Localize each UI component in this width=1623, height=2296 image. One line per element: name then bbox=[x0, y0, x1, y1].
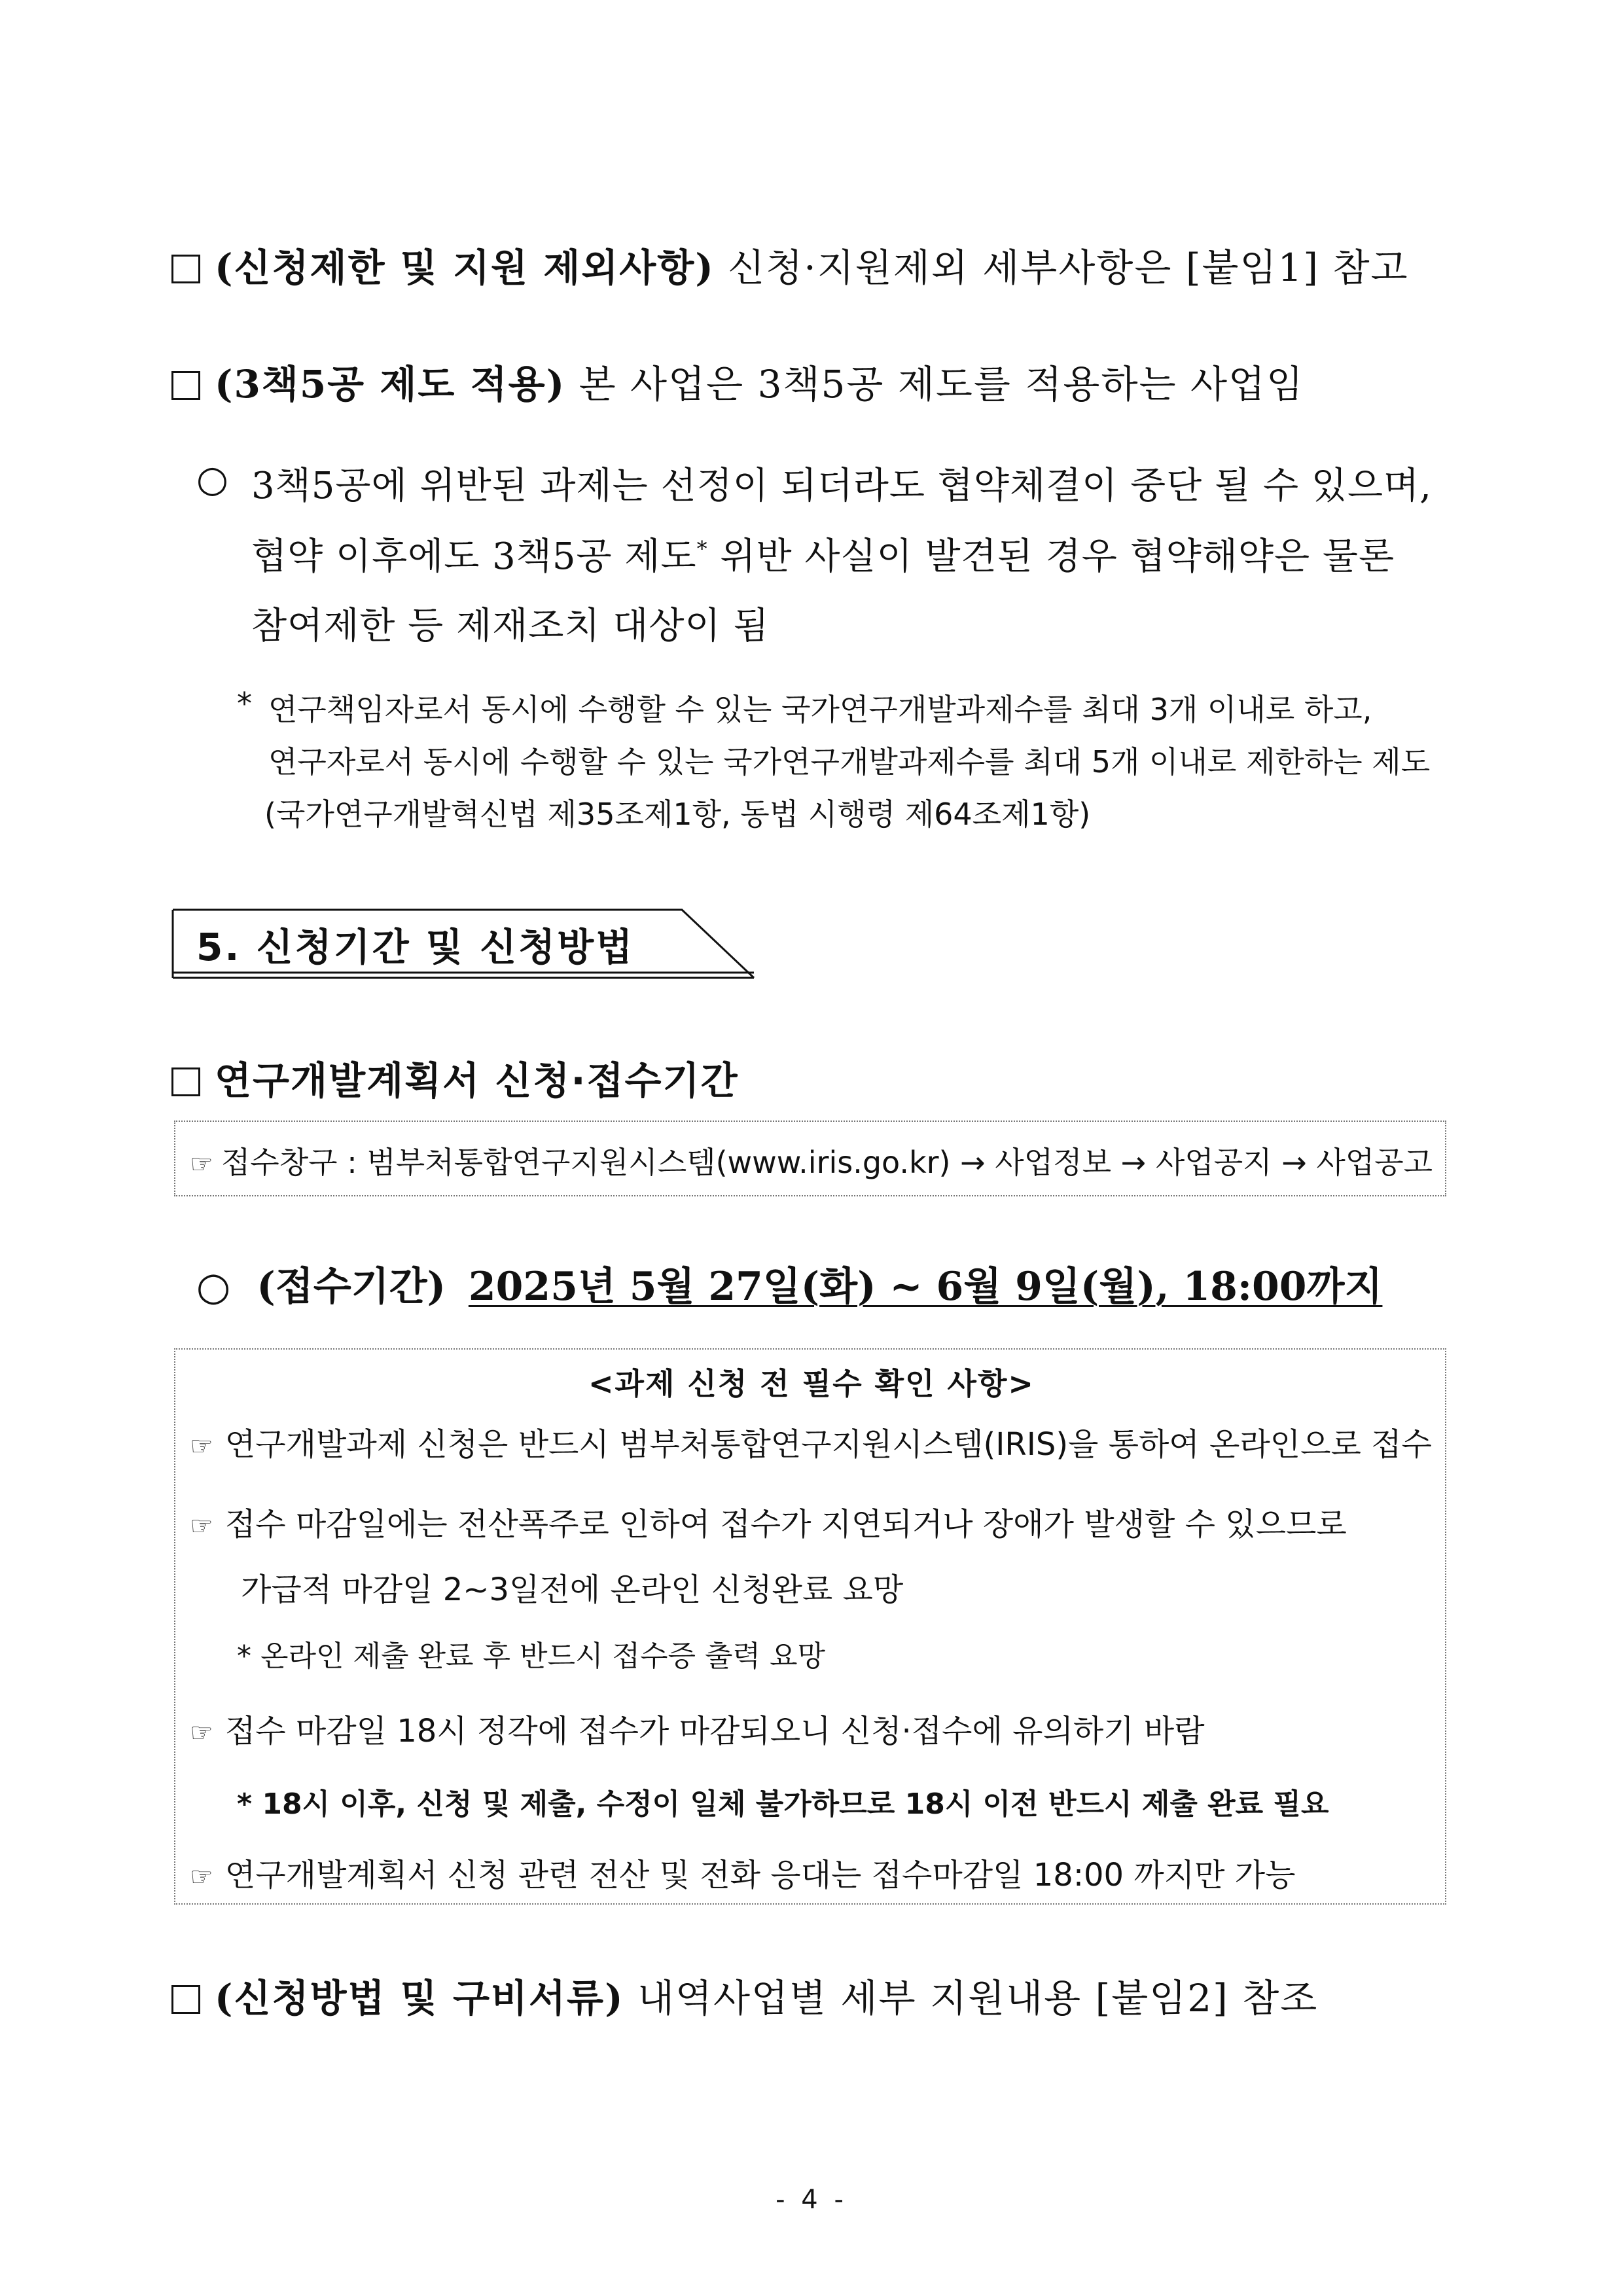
footnote-line1: 연구책임자로서 동시에 수행할 수 있는 국가연구개발과제수를 최대 3개 이내로 하고, bbox=[268, 692, 1372, 727]
period-label: (접수기간) bbox=[257, 1264, 446, 1310]
notice-item-2-text: 접수 마감일에는 전산폭주로 인하여 접수가 지연되거나 장애가 발생할 수 있으므로 bbox=[224, 1506, 1347, 1543]
portal-text: 접수창구 : 범부처통합연구지원시스템(www.iris.go.kr) → 사업정보 → 사업공지 → 사업공고 bbox=[221, 1145, 1433, 1180]
three-five-text: 본 사업은 3책5공 제도를 적용하는 사업임 bbox=[565, 362, 1305, 406]
period-bullet: ○ bbox=[196, 1264, 231, 1310]
footnote-line3: (국가연구개발혁신법 제35조제1항, 동법 시행령 제64조제1항) bbox=[264, 797, 1091, 832]
page-number: - 4 - bbox=[776, 2185, 847, 2215]
bullet-mark: ○ bbox=[196, 458, 229, 501]
notice-item-2-cont: 가급적 마감일 2~3일전에 온라인 신청완료 요망 bbox=[241, 1571, 904, 1608]
notice-item-2 bbox=[190, 1499, 1347, 1544]
exclusion-text: 신청·지원제외 세부사항은 [붙임1] 참고 bbox=[714, 245, 1409, 290]
method-text: 내역사업별 세부 지원내용 [붙임2] 참조 bbox=[624, 1976, 1319, 2020]
footnote-line2: 연구자로서 동시에 수행할 수 있는 국가연구개발과제수를 최대 5개 이내로 제한하는 제도 bbox=[268, 744, 1431, 780]
notice-item-4 bbox=[190, 1850, 1295, 1895]
checkbox-square-icon bbox=[171, 371, 200, 400]
three-five-para-line2b: 위반 사실이 발견된 경우 협약해약은 물론 bbox=[707, 535, 1395, 578]
three-five-bold: (3책5공 제도 적용) bbox=[215, 362, 566, 406]
pointing-hand-icon: ☞ bbox=[190, 1718, 213, 1748]
application-period-heading bbox=[171, 1050, 739, 1105]
notice-item-3-text: 접수 마감일 18시 정각에 접수가 마감되오니 신청·접수에 유의하기 바람 bbox=[224, 1713, 1205, 1749]
period-line bbox=[196, 1255, 1382, 1312]
footnote-mark: * bbox=[696, 536, 708, 562]
checkbox-square-icon bbox=[171, 255, 200, 283]
pointing-hand-icon: ☞ bbox=[190, 1511, 213, 1541]
checkbox-square-icon bbox=[171, 1067, 200, 1096]
notice-note-2: * 18시 이후, 신청 및 제출, 수정이 일체 불가하므로 18시 이전 반드시 제출 완료 필요 bbox=[237, 1787, 1329, 1821]
section-5-title: 5. 신청기간 및 신청방법 bbox=[196, 925, 635, 969]
exclusion-heading bbox=[171, 237, 1409, 292]
application-period-text: 연구개발계획서 신청·접수기간 bbox=[215, 1058, 739, 1103]
notice-note-1: * 온라인 제출 완료 후 반드시 접수증 출력 요망 bbox=[237, 1640, 825, 1673]
portal-line bbox=[190, 1139, 1433, 1182]
three-five-heading bbox=[171, 353, 1304, 408]
pointing-hand-icon: ☞ bbox=[190, 1149, 213, 1179]
three-five-para-line1: 3책5공에 위반된 과제는 선정이 되더라도 협약체결이 중단 될 수 있으며, bbox=[251, 465, 1432, 507]
pointing-hand-icon: ☞ bbox=[190, 1862, 213, 1892]
checkbox-square-icon bbox=[171, 1985, 200, 2014]
three-five-para-line3: 참여제한 등 제재조치 대상이 됨 bbox=[251, 605, 770, 647]
notice-item-1-text: 연구개발과제 신청은 반드시 범부처통합연구지원시스템(IRIS)을 통하여 온라인으로 접수 bbox=[224, 1426, 1432, 1463]
pointing-hand-icon: ☞ bbox=[190, 1431, 213, 1462]
method-bold: (신청방법 및 구비서류) bbox=[215, 1976, 624, 2020]
three-five-para-line2 bbox=[251, 528, 1395, 580]
period-value: 2025년 5월 27일(화) ~ 6월 9일(월), 18:00까지 bbox=[468, 1264, 1383, 1310]
method-heading bbox=[171, 1967, 1318, 2022]
three-five-para-line2a: 협약 이후에도 3책5공 제도 bbox=[251, 535, 697, 578]
notice-item-4-text: 연구개발계획서 신청 관련 전산 및 전화 응대는 접수마감일 18:00 까지만 가능 bbox=[224, 1857, 1296, 1893]
notice-item-1 bbox=[190, 1419, 1432, 1464]
notice-item-3 bbox=[190, 1706, 1205, 1751]
exclusion-bold: (신청제한 및 지원 제외사항) bbox=[215, 245, 715, 290]
notice-title: <과제 신청 전 필수 확인 사항> bbox=[588, 1366, 1035, 1401]
footnote-star: * bbox=[237, 686, 252, 721]
